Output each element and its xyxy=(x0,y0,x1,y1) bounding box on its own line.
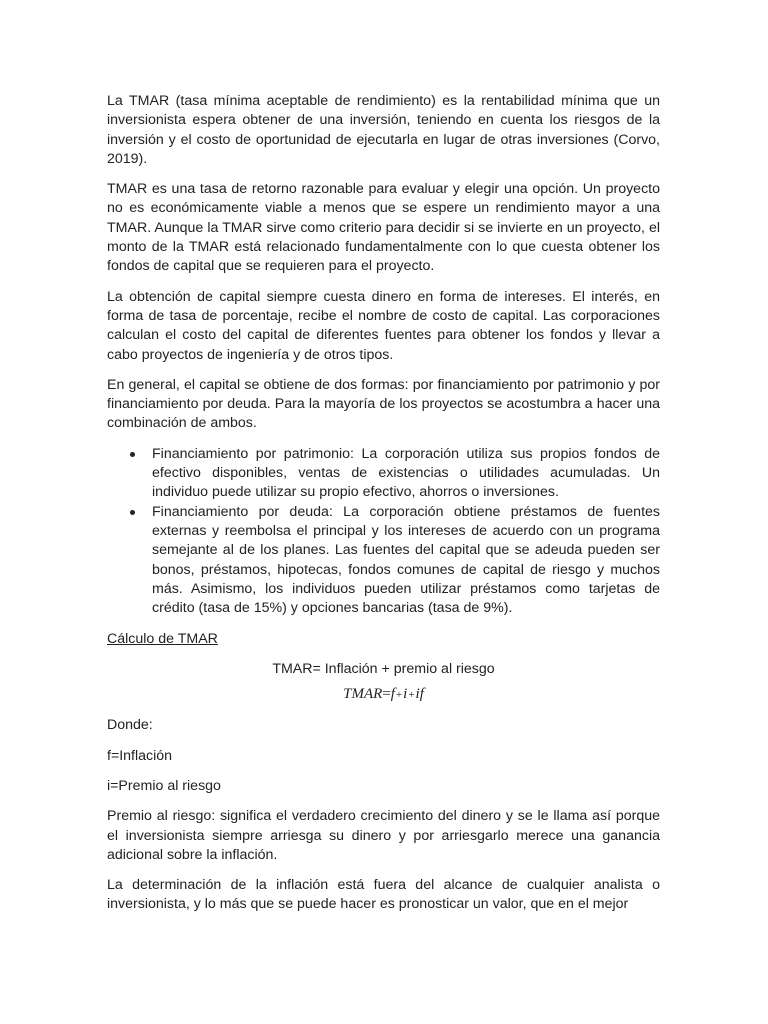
paragraph-financing-forms: En general, el capital se obtiene de dos formas: por financiamiento por patrimonio y por financiamiento por deuda. Para la mayoría de los proyectos se acostumbra a hacer una combinación de ambos. xyxy=(107,376,660,432)
financing-bullet-list xyxy=(107,445,660,619)
formula-term-if: if xyxy=(415,686,424,703)
formula-equation xyxy=(107,685,660,705)
formula-plus: + xyxy=(395,689,403,702)
formula-plus: + xyxy=(408,689,415,702)
paragraph-cost-of-capital: La obtención de capital siempre cuesta dinero en forma de intereses. El interés, en forma de tasa de porcentaje, recibe el nombre de costo de capital. Las corporaciones calculan el costo del capital de diferentes fuentes para obtener los fondos y llevar a cabo proyectos de ingeniería y de otros tipos. xyxy=(107,288,660,363)
paragraph-inflation-forecast: La determinación de la inflación está fuera del alcance de cualquier analista o inversionista, y lo más que se puede hacer es pronosticar un valor, que en el mejor xyxy=(107,877,660,913)
formula-term-f: f xyxy=(390,686,395,703)
bullet-text-debt: Financiamiento por deuda: La corporación obtiene préstamos de fuentes externas y reembolsa el principal y los intereses de acuerdo con un programa semejante al de los planes. Las fuentes del capital que se adeuda pueden ser bonos, préstamos, hipotecas, fondos comunes de capital de riesgo y muchos más. Asimismo, los individuos pueden utilizar préstamos como tarjetas de crédito (tasa de 15%) y opciones bancarias (tasa de 9%). xyxy=(152,503,660,617)
bullet-dot-icon xyxy=(130,510,135,515)
formula-term-i: i xyxy=(403,686,408,703)
definition-i: i=Premio al riesgo xyxy=(107,777,221,794)
section-heading-calculo: Cálculo de TMAR xyxy=(107,631,218,648)
formula-equals: = xyxy=(382,686,391,703)
bullet-item-equity xyxy=(152,445,660,503)
formula-lhs: TMAR xyxy=(343,686,383,703)
bullet-dot-icon xyxy=(130,452,135,457)
document-page xyxy=(107,92,660,926)
paragraph-tmar-definition: La TMAR (tasa mínima aceptable de rendimiento) es la rentabilidad mínima que un inversionista espera obtener de una inversión, teniendo en cuenta los riesgos de la inversión y el costo de oportunidad de ejecutarla en lugar de otras inversiones (Corvo, 2019). xyxy=(107,93,660,167)
bullet-text-equity: Financiamiento por patrimonio: La corporación utiliza sus propios fondos de efectivo disponibles, ventas de existencias o utilidades acumuladas. Un individuo puede utilizar su propio efectivo, ahorros o inversiones. xyxy=(152,445,660,501)
paragraph-risk-premium: Premio al riesgo: significa el verdadero crecimiento del dinero y se le llama así porque el inversionista siempre arriesga su dinero y por arriesgarlo merece una ganancia adicional sobre la inflación. xyxy=(107,808,660,863)
definition-f: f=Inflación xyxy=(107,747,173,764)
donde-label: Donde: xyxy=(107,717,153,734)
paragraph-tmar-evaluation: TMAR es una tasa de retorno razonable para evaluar y elegir una opción. Un proyecto no es económicamente viable a menos que se espere un rendimiento mayor a una TMAR. Aunque la TMAR sirve como criterio para decidir si se invierte en un proyecto, el monto de la TMAR está relacionado fundamentalmente con lo que cuesta obtener los fondos de capital que se requieren para el proyecto. xyxy=(107,181,660,275)
bullet-item-debt xyxy=(152,503,660,619)
formula-text: TMAR= Inflación + premio al riesgo xyxy=(272,660,495,677)
